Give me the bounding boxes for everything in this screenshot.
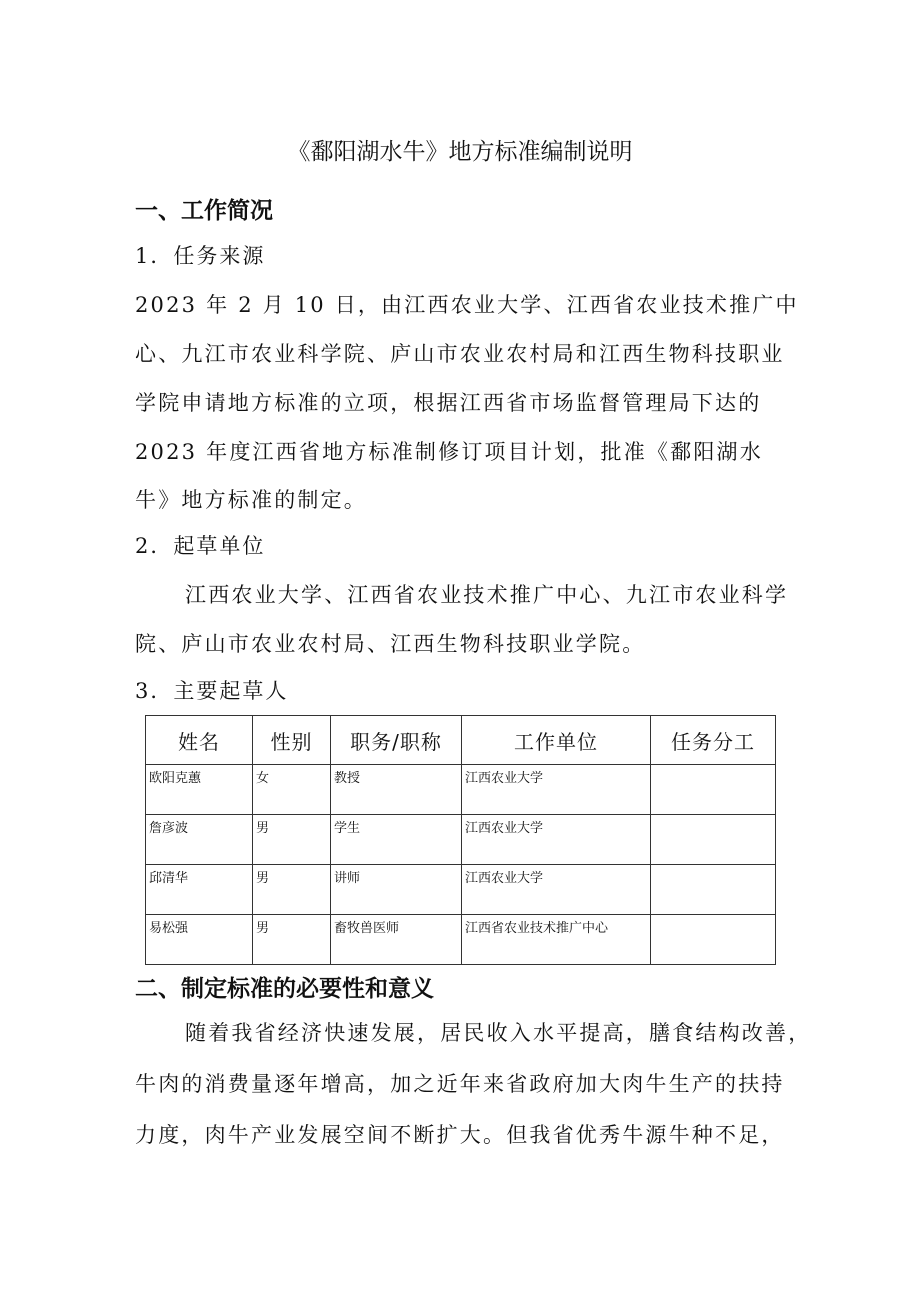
table-header-row [146,716,776,765]
cell-title: 讲师 [331,865,462,915]
subheading-main-drafters: 3．主要起草人 [135,679,289,703]
section-heading-work-overview: 一、工作简况 [135,198,273,224]
paragraph-line: 牛肉的消费量逐年增高，加之近年来省政府加大肉牛生产的扶持 [135,1072,785,1096]
cell-unit: 江西农业大学 [462,815,651,865]
cell-name: 詹彦波 [146,815,253,865]
subheading-task-source: 1．任务来源 [135,244,266,268]
paragraph-line: 院、庐山市农业农村局、江西生物科技职业学院。 [135,632,646,656]
cell-task [651,915,776,965]
paragraph-line: 江西农业大学、江西省农业技术推广中心、九江市农业科学 [185,583,789,607]
column-header-task: 任务分工 [651,716,776,765]
drafters-table [145,715,776,965]
paragraph-line: 力度，肉牛产业发展空间不断扩大。但我省优秀牛源牛种不足， [135,1123,785,1147]
column-header-name: 姓名 [146,716,253,765]
cell-title: 学生 [331,815,462,865]
paragraph-line: 心、九江市农业科学院、庐山市农业农村局和江西生物科技职业 [135,342,785,366]
paragraph-line: 牛》地方标准的制定。 [135,488,367,512]
subheading-drafting-units: 2．起草单位 [135,534,266,558]
cell-title: 畜牧兽医师 [331,915,462,965]
cell-task [651,765,776,815]
paragraph-line: 随着我省经济快速发展，居民收入水平提高，膳食结构改善， [185,1021,812,1045]
column-header-title: 职务/职称 [331,716,462,765]
cell-gender: 女 [253,765,331,815]
table-row [146,815,776,865]
cell-unit: 江西省农业技术推广中心 [462,915,651,965]
document-title: 《鄱阳湖水牛》地方标准编制说明 [287,139,633,165]
cell-gender: 男 [253,815,331,865]
cell-gender: 男 [253,915,331,965]
table-row [146,865,776,915]
cell-title: 教授 [331,765,462,815]
cell-task [651,815,776,865]
section-heading-necessity: 二、制定标准的必要性和意义 [135,976,434,1002]
cell-unit: 江西农业大学 [462,765,651,815]
cell-name: 邱清华 [146,865,253,915]
cell-unit: 江西农业大学 [462,865,651,915]
paragraph-line: 2023 年度江西省地方标准制修订项目计划，批准《鄱阳湖水 [135,440,763,464]
cell-gender: 男 [253,865,331,915]
column-header-gender: 性别 [253,716,331,765]
column-header-unit: 工作单位 [462,716,651,765]
paragraph-line: 2023 年 2 月 10 日，由江西农业大学、江西省农业技术推广中 [135,293,799,317]
table-row [146,915,776,965]
cell-task [651,865,776,915]
paragraph-line: 学院申请地方标准的立项，根据江西省市场监督管理局下达的 [135,391,762,415]
cell-name: 易松强 [146,915,253,965]
table-row [146,765,776,815]
cell-name: 欧阳克蕙 [146,765,253,815]
